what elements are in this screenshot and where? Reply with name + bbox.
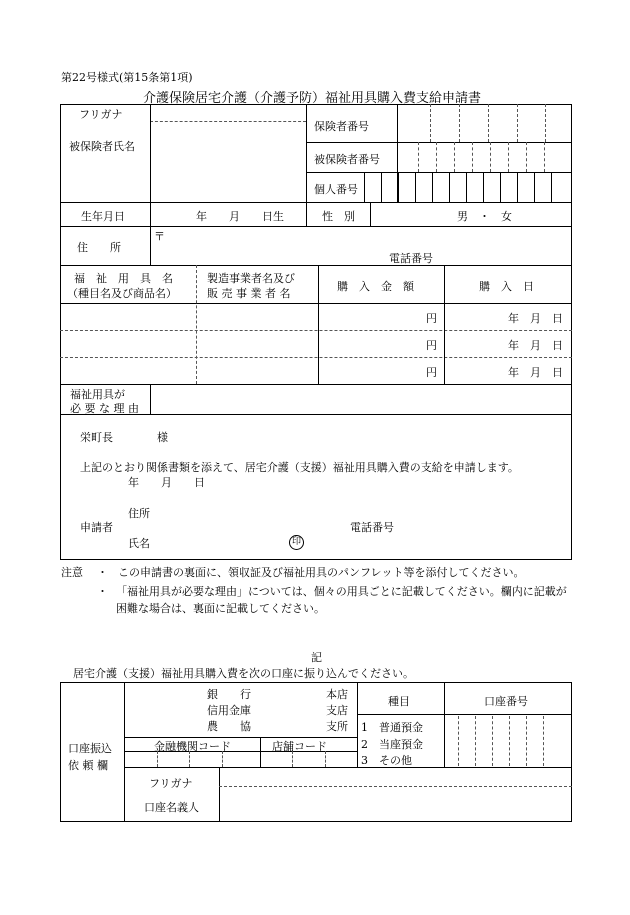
item-name-subheader: （種目名及び商品名） xyxy=(67,287,177,300)
yen-unit: 円 xyxy=(426,339,437,352)
yen-unit: 円 xyxy=(426,312,437,325)
note-bullet: ・ xyxy=(97,585,108,598)
fi-code-label: 金融機関コード xyxy=(154,740,231,753)
honten-option: 本店 xyxy=(326,688,348,701)
application-statement: 上記のとおり関係書類を添えて、居宅介護（支援）福祉用具購入費の支給を申請します。 xyxy=(80,461,519,474)
sex-options[interactable]: 男 ・ 女 xyxy=(457,210,512,223)
note-bullet: ・ xyxy=(97,566,108,579)
dob-format[interactable]: 年 月 日生 xyxy=(196,210,284,223)
date-format: 年 月 日 xyxy=(508,339,563,352)
type-header: 種目 xyxy=(388,695,410,708)
transfer-label: 口座振込 xyxy=(68,742,112,755)
insurer-number-label: 保険者番号 xyxy=(314,120,369,133)
form-title: 介護保険居宅介護（介護予防）福祉用具購入費支給申請書 xyxy=(143,91,482,106)
note-label: 注意 xyxy=(61,566,83,579)
note-1: この申請書の裏面に、領収証及び福祉用具のパンフレット等を添付してください。 xyxy=(118,566,525,579)
transfer-label-2: 依 頼 欄 xyxy=(68,759,108,772)
reason-label-2: 必 要 な 理 由 xyxy=(70,402,139,415)
insured-name-field[interactable] xyxy=(152,123,304,201)
account-type-1[interactable]: 1 普通預金 xyxy=(361,721,423,734)
account-number-header: 口座番号 xyxy=(484,695,528,708)
reason-label: 福祉用具が xyxy=(70,388,125,401)
yen-unit: 円 xyxy=(426,366,437,379)
date-format: 年 月 日 xyxy=(508,312,563,325)
furigana-label: フリガナ xyxy=(79,108,123,121)
applicant-phone-label: 電話番号 xyxy=(350,521,394,534)
sex-label: 性 別 xyxy=(322,210,355,223)
branch-code-label: 店舗コード xyxy=(272,740,327,753)
holder-furigana-label: フリガナ xyxy=(149,777,193,790)
account-type-2[interactable]: 2 当座預金 xyxy=(361,738,423,751)
applicant-label: 申請者 xyxy=(80,521,113,534)
seal-mark: 印 xyxy=(289,535,304,550)
insured-name-label: 被保険者氏名 xyxy=(69,140,135,153)
note-2: 「福祉用具が必要な理由」については、個々の用具ごとに記載してください。欄内に記載が xyxy=(116,585,567,598)
account-holder-label: 口座名義人 xyxy=(144,801,199,814)
amount-header: 購 入 金 額 xyxy=(337,280,414,293)
transfer-intro: 居宅介護（支援）福祉用具購入費を次の口座に振り込んでください。 xyxy=(73,667,414,680)
applicant-name-label: 氏名 xyxy=(128,537,150,550)
phone-label: 電話番号 xyxy=(389,252,433,265)
addressee: 栄町長 様 xyxy=(80,431,168,444)
insured-number-label: 被保険者番号 xyxy=(314,153,380,166)
form-number: 第22号様式(第15条第1項) xyxy=(61,71,193,84)
account-type-3[interactable]: 3 その他 xyxy=(361,754,412,767)
postal-mark: 〒 xyxy=(154,230,165,243)
shisho-option: 支所 xyxy=(326,720,348,733)
seller-header: 販 売 事 業 者 名 xyxy=(207,287,291,300)
item-name-header: 福 祉 用 具 名 xyxy=(74,272,173,285)
note-2-cont: 困難な場合は、裏面に記載してください。 xyxy=(116,602,325,615)
shinkin-option: 信用金庫 xyxy=(207,704,251,717)
address-label: 住 所 xyxy=(77,241,121,254)
application-date[interactable]: 年 月 日 xyxy=(128,476,205,489)
shiten-option: 支店 xyxy=(326,704,348,717)
ki-mark: 記 xyxy=(311,651,322,664)
applicant-address-label: 住所 xyxy=(128,507,150,520)
personal-number-label: 個人番号 xyxy=(314,183,358,196)
purchase-date-header: 購 入 日 xyxy=(479,280,534,293)
bank-option: 銀 行 xyxy=(207,688,251,701)
date-format: 年 月 日 xyxy=(508,366,563,379)
nokyo-option: 農 協 xyxy=(207,720,251,733)
maker-header: 製造事業者名及び xyxy=(207,272,295,285)
dob-label: 生年月日 xyxy=(81,210,125,223)
